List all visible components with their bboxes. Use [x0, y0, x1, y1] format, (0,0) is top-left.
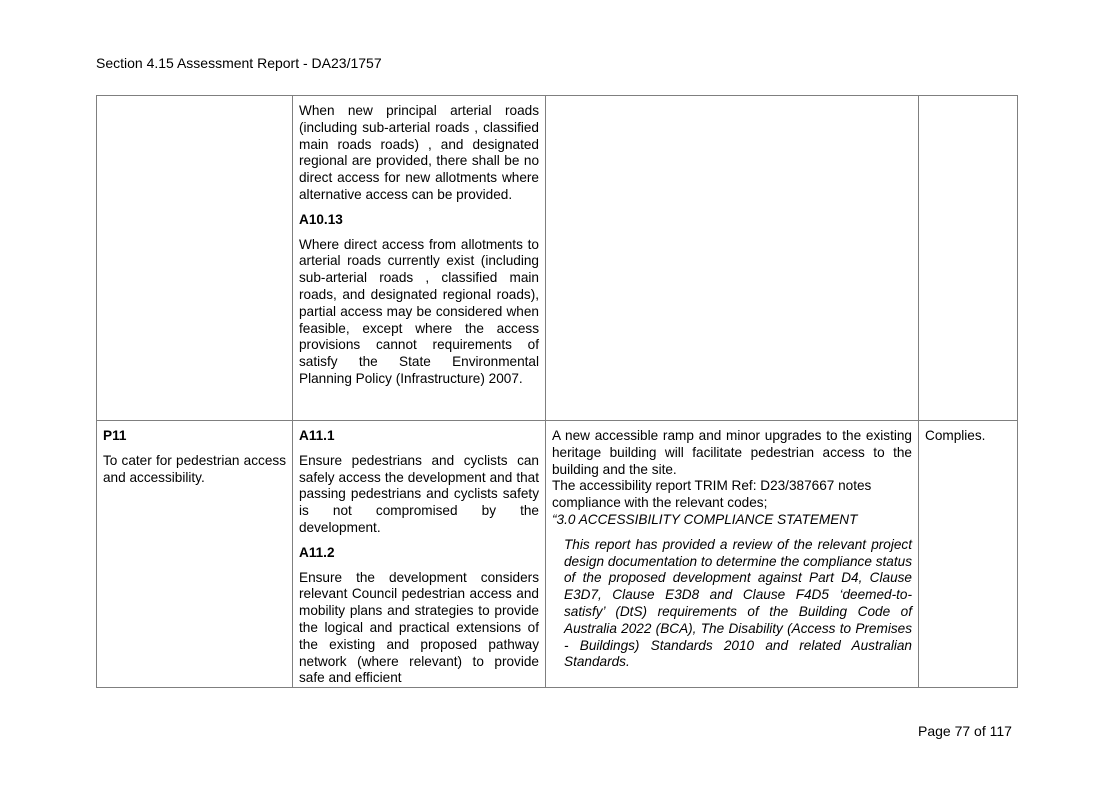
- quote-title: “3.0 ACCESSIBILITY COMPLIANCE STATEMENT: [552, 511, 858, 527]
- performance-criteria-cell: [97, 421, 293, 688]
- solution-text: When new principal arterial roads (including sub-arterial roads , classified main roads roads) , and designated regional are provided, there shall be no direct access for new allotments where alternative access can be provided.: [299, 103, 539, 202]
- solution-text: Where direct access from allotments to arterial roads currently exist (including sub-arterial roads , classified main roads, and designated regional roads), partial access may be considered when feasible, except where the access provisions cannot requirements of satisfy the State Environmental Planning Policy (Infrastructure) 2007.: [299, 236, 539, 386]
- criteria-text: To cater for pedestrian access and accessibility.: [103, 452, 286, 485]
- performance-criteria-cell: [97, 96, 293, 421]
- assessment-table: [96, 95, 1018, 688]
- solution-text: Ensure pedestrians and cyclists can safely access the development and that passing pedestrians and cyclists safety is not compromised by the development.: [299, 452, 539, 535]
- solution-text: Ensure the development considers relevant Council pedestrian access and mobility plans and strategies to provide the logical and practical extensions of the existing and proposed pathway network (where relevant) to provide safe and efficient: [299, 569, 539, 686]
- compliance-status: Complies.: [925, 428, 986, 443]
- criteria-heading: P11: [103, 428, 127, 443]
- acceptable-solutions-cell: [293, 421, 546, 688]
- solution-heading: A11.2: [299, 544, 335, 560]
- assessment-cell: [546, 421, 919, 688]
- assessment-text: A new accessible ramp and minor upgrades to the existing heritage building will facilitate pedestrian access to the building and the site.: [552, 428, 912, 477]
- compliance-cell: [919, 96, 1018, 421]
- solution-heading: A11.1: [299, 428, 335, 443]
- solution-heading: A10.13: [299, 211, 343, 227]
- table-row: [97, 96, 1018, 421]
- assessment-text: The accessibility report TRIM Ref: D23/387667 notes compliance with the relevant codes;: [552, 478, 872, 511]
- page-header: Section 4.15 Assessment Report - DA23/1757: [96, 55, 382, 71]
- quote-text: This report has provided a review of the relevant project design documentation to determine the compliance status of the proposed development against Part D4, Clause E3D7, Clause E3D8 and Clause F4D5 ‘deemed-to-satisfy’ (DtS) requirements of the Building Code of Australia 2022 (BCA), The Disability (Access to Premises - Buildings) Standards 2010 and related Australian Standards.: [564, 536, 912, 670]
- acceptable-solutions-cell: [293, 96, 546, 421]
- assessment-cell: [546, 96, 919, 421]
- table-row: [97, 421, 1018, 688]
- page-number: Page 77 of 117: [918, 723, 1012, 739]
- compliance-cell: [919, 421, 1018, 688]
